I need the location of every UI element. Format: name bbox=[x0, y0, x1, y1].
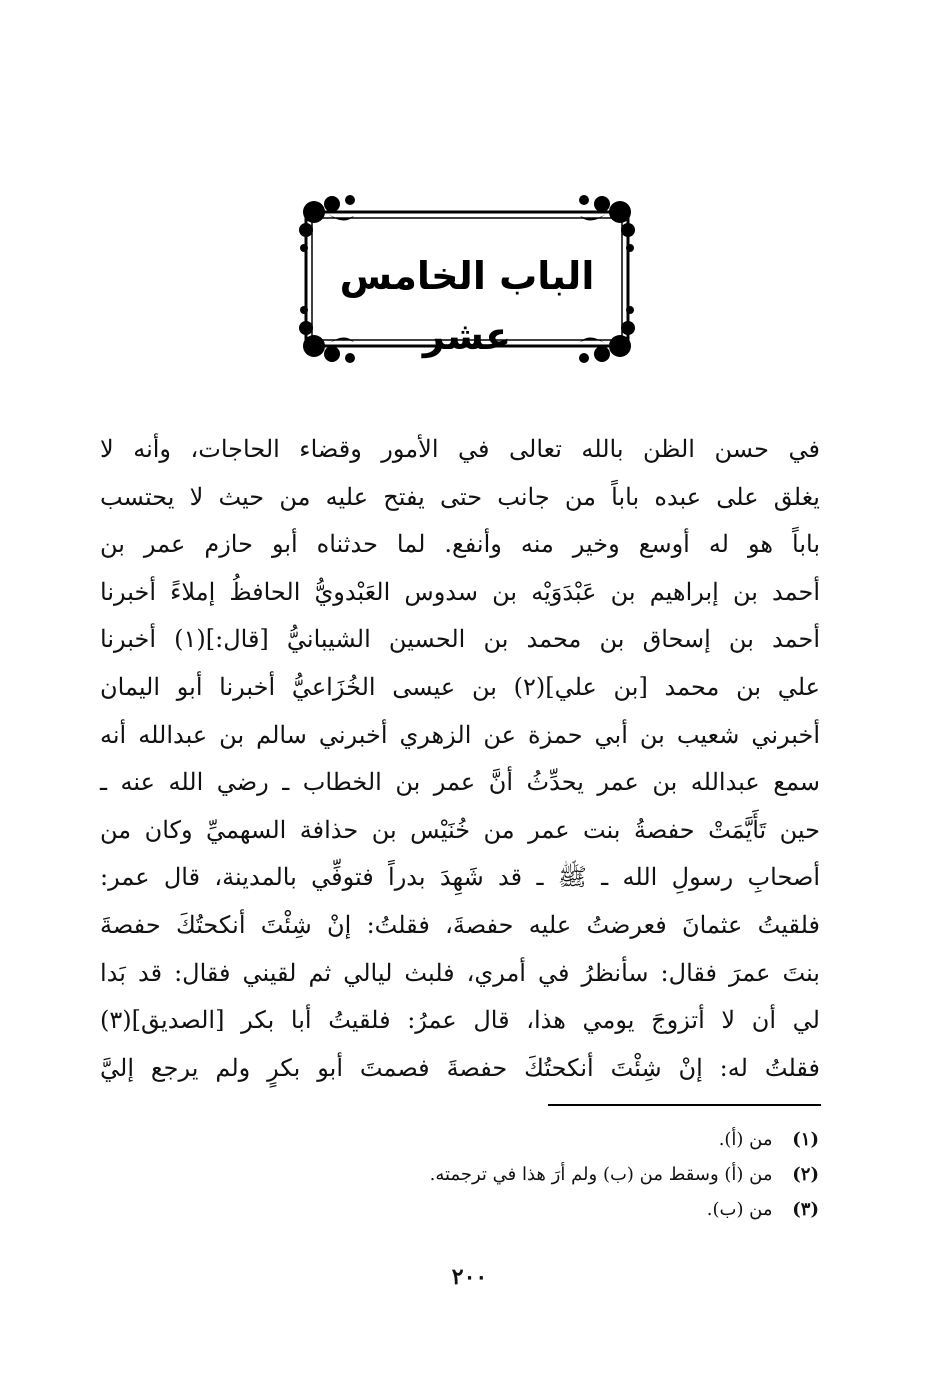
body-line: في حسن الظن بالله تعالى في الأمور وقضاء الحاجات، وأنه لا bbox=[100, 435, 820, 463]
body-line: باباً هو له أوسع وخير منه وأنفع. لما حدثناه أبو حازم عمر بن bbox=[100, 530, 820, 559]
body-line: أخبرني شعيب بن أبي حمزة عن الزهري أخبرني سالم بن عبدالله أنه bbox=[100, 720, 820, 749]
body-line: فلقيتُ عثمانَ فعرضتُ عليه حفصةَ، فقلتُ: إنْ شِئْتَ أنكحتُكَ حفصةَ bbox=[100, 910, 820, 939]
body-line: حين تَأَيَّمَتْ حفصةُ بنت عمر من خُنَيْس بن حذافة السهميِّ وكان من bbox=[100, 815, 820, 844]
footnote-text: من (أ). bbox=[718, 1129, 773, 1150]
footnote-text: من (ب). bbox=[706, 1199, 773, 1220]
footnote-text: من (أ) وسقط من (ب) ولم أرَ هذا في ترجمته. bbox=[429, 1164, 773, 1185]
chapter-heading-frame bbox=[298, 190, 636, 368]
body-line: أحمد بن إسحاق بن محمد بن الحسين الشيبانيُّ [قال:](١) أخبرنا bbox=[100, 625, 820, 654]
chapter-title: الباب الخامس عشر bbox=[339, 254, 595, 358]
footnote-divider bbox=[548, 1104, 821, 1106]
body-text bbox=[100, 426, 820, 1092]
body-line: سمع عبدالله بن عمر يحدِّثُ أنَّ عمر بن الخطاب ـ رضي الله عنه ـ bbox=[100, 768, 820, 797]
body-line: علي بن محمد [بن علي](٢) بن عيسى الخُزَاعيُّ أخبرنا أبو اليمان bbox=[100, 672, 820, 701]
footnote-marker: (٢) bbox=[792, 1164, 819, 1185]
body-line: أصحابِ رسولِ الله ـ ﷺ ـ قد شَهِدَ بدراً فتوفِّي بالمدينة، قال عمر: bbox=[100, 863, 820, 892]
body-line: أحمد بن إبراهيم بن عَبْدَوَيْه بن سدوس العَبْدويُّ الحافظُ إملاءً أخبرنا bbox=[100, 577, 820, 606]
footnote-3 bbox=[119, 1192, 819, 1227]
body-line: لي أن لا أتزوجَ يومي هذا، قال عمرُ: فلقيتُ أبا بكر [الصديق](٣) bbox=[100, 1006, 820, 1035]
footnote-marker: (٣) bbox=[792, 1199, 819, 1220]
footnote-marker: (١) bbox=[792, 1129, 819, 1150]
page-number: ٢٠٠ bbox=[451, 1264, 488, 1290]
footnote-2 bbox=[119, 1157, 819, 1192]
body-line: بنتَ عمرَ فقال: سأنظرُ في أمري، فلبث ليالي ثم لقيني فقال: قد بَدا bbox=[100, 958, 820, 987]
body-line: يغلق على عبده باباً من جانب حتى يفتح عليه من حيث لا يحتسب bbox=[100, 482, 820, 511]
footnotes-list bbox=[119, 1122, 819, 1227]
footnote-1 bbox=[119, 1122, 819, 1157]
body-line: فقلتُ له: إنْ شِئْتَ أنكحتُكَ حفصةَ فصمتَ أبو بكرٍ ولم يرجع إليَّ bbox=[100, 1053, 820, 1082]
